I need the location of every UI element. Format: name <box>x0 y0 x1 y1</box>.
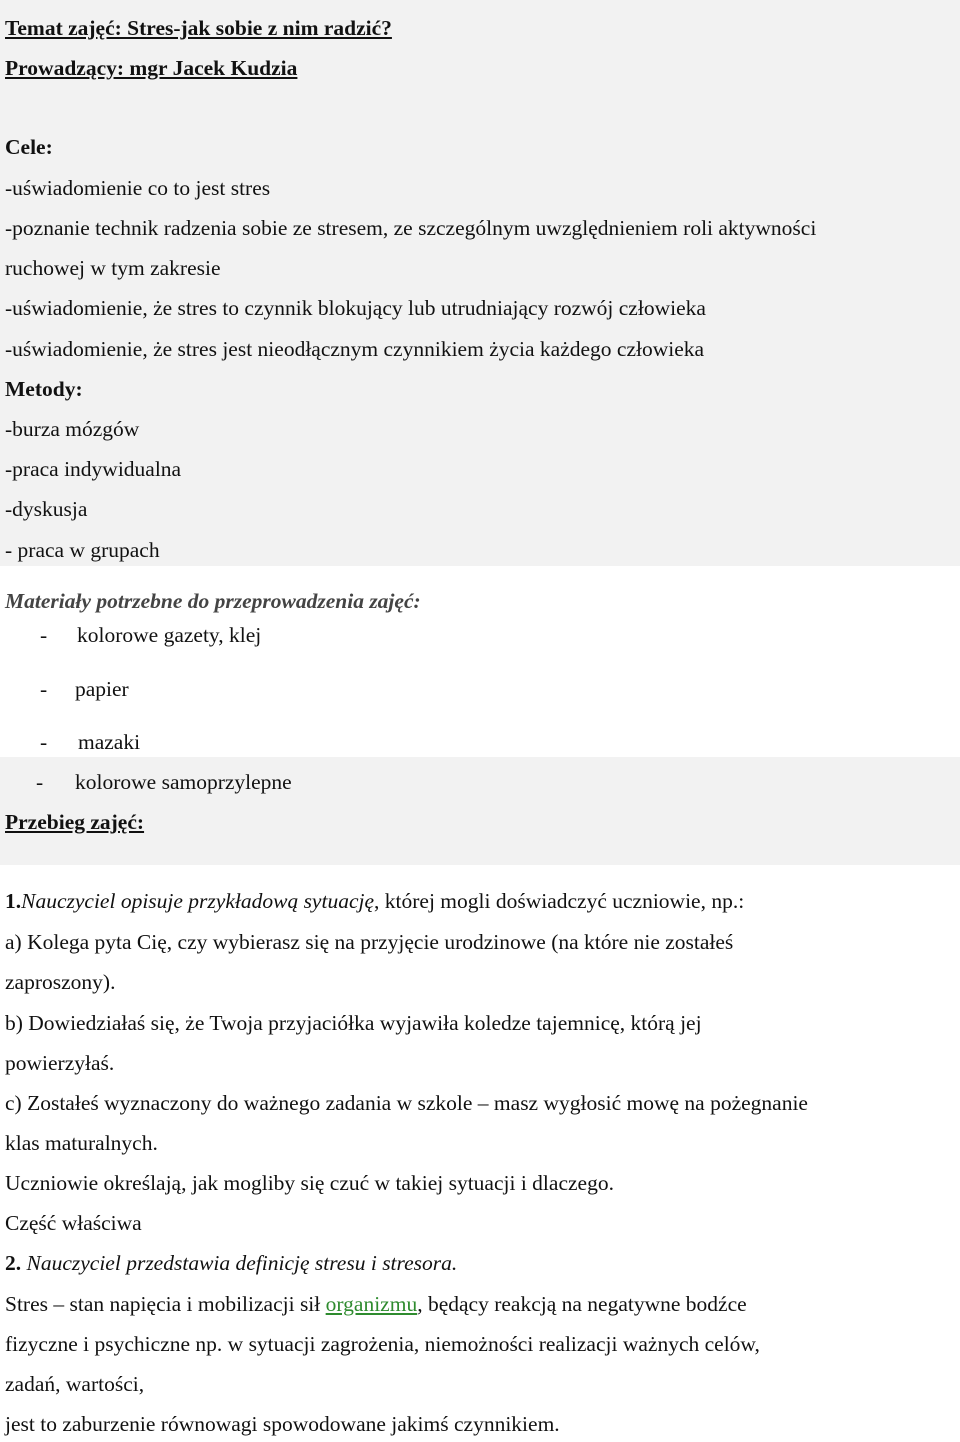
course-line: Część właściwa <box>5 1211 142 1235</box>
method-item: - praca w grupach <box>5 538 160 562</box>
material-dash: - <box>40 730 48 754</box>
course-line: b) Dowiedziałaś się, że Twoja przyjaciółka wyjawiła koledze tajemnicę, którą jej <box>5 1011 702 1035</box>
definition-start: Stres – stan napięcia i mobilizacji sił <box>5 1292 326 1316</box>
material-item: papier <box>75 677 129 701</box>
goal-item: ruchowej w tym zakresie <box>5 256 221 280</box>
material-item: kolorowe samoprzylepne <box>75 770 292 794</box>
course-line: klas maturalnych. <box>5 1131 158 1155</box>
teacher-name: Prowadzący: mgr Jacek Kudzia <box>5 56 298 80</box>
stress-definition <box>5 1290 747 1318</box>
organism-link[interactable]: organizmu <box>325 1292 418 1316</box>
step-2-title: Nauczyciel przedstawia definicję stresu i stresora. <box>21 1251 458 1275</box>
goal-item: -uświadomienie, że stres jest nieodłącznym czynnikiem życia każdego człowieka <box>5 337 705 361</box>
goals-heading: Cele: <box>5 135 53 159</box>
course-line: Uczniowie określają, jak mogliby się czuć w takiej sytuacji i dlaczego. <box>5 1171 614 1195</box>
goal-item: -uświadomienie co to jest stres <box>5 176 271 200</box>
definition-line: zadań, wartości, <box>5 1372 145 1396</box>
method-item: -praca indywidualna <box>5 457 182 481</box>
goal-item: -poznanie technik radzenia sobie ze stresem, ze szczególnym uwzględnieniem roli aktywności <box>5 216 817 240</box>
methods-heading: Metody: <box>5 377 83 401</box>
step-1-number: 1. <box>5 889 22 913</box>
material-dash: - <box>36 770 44 794</box>
material-item: mazaki <box>78 730 141 754</box>
material-dash: - <box>40 677 48 701</box>
method-item: -burza mózgów <box>5 417 140 441</box>
method-item: -dyskusja <box>5 497 88 521</box>
course-line: c) Zostałeś wyznaczony do ważnego zadania w szkole – masz wygłosić mowę na pożegnanie <box>5 1091 808 1115</box>
step-1 <box>5 887 744 915</box>
step-1-title: Nauczyciel opisuje przykładową sytuację <box>21 889 375 913</box>
course-heading: Przebieg zajęć: <box>5 810 145 834</box>
course-line: powierzyłaś. <box>5 1051 115 1075</box>
course-line: a) Kolega pyta Cię, czy wybierasz się na przyjęcie urodzinowe (na które nie zostałeś <box>5 930 734 954</box>
definition-line: jest to zaburzenie równowagi spowodowane jakimś czynnikiem. <box>5 1412 560 1436</box>
course-line: zaproszony). <box>5 970 116 994</box>
definition-line: fizyczne i psychiczne np. w sytuacji zagrożenia, niemożności realizacji ważnych celów, <box>5 1332 760 1356</box>
goal-item: -uświadomienie, że stres to czynnik blokujący lub utrudniający rozwój człowieka <box>5 296 706 320</box>
materials-heading: Materiały potrzebne do przeprowadzenia zajęć: <box>5 589 421 613</box>
step-1-rest: , której mogli doświadczyć uczniowie, np.: <box>374 889 745 913</box>
step-2 <box>5 1249 457 1277</box>
definition-end: , będący reakcją na negatywne bodźce <box>417 1292 747 1316</box>
lesson-title: Temat zajęć: Stres-jak sobie z nim radzić? <box>5 16 392 40</box>
material-dash: - <box>40 623 48 647</box>
material-item: kolorowe gazety, klej <box>77 623 262 647</box>
step-2-number: 2. <box>5 1251 22 1275</box>
